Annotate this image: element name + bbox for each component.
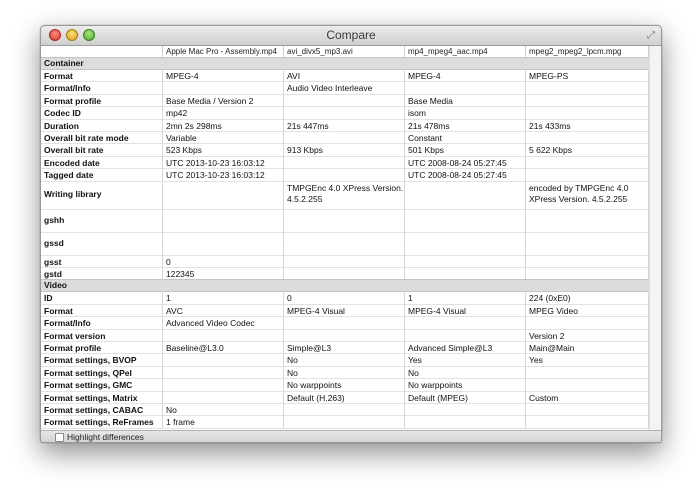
table-cell [526, 415, 649, 427]
vertical-scrollbar[interactable] [649, 46, 661, 430]
table-cell: No warppoints [284, 378, 405, 390]
table-row [41, 209, 649, 233]
table-cell: No [284, 366, 405, 378]
table-cell [526, 94, 649, 106]
table-cell [526, 378, 649, 390]
row-label: Writing library [41, 181, 163, 209]
row-label: Format profile [41, 341, 163, 353]
table-cell: AVC [163, 304, 284, 316]
table-row [41, 119, 649, 132]
table-cell: Version 2 [526, 329, 649, 341]
table-cell: UTC 2013-10-23 16:03:12 [163, 168, 284, 180]
table-cell: 224 (0xE0) [526, 291, 649, 303]
column-header[interactable]: mpeg2_mpeg2_lpcm.mpg [526, 46, 649, 57]
table-cell [284, 156, 405, 168]
table-cell: Custom [526, 391, 649, 403]
table-cell [163, 366, 284, 378]
table-cell: MPEG-4 [405, 69, 526, 81]
table-cell [526, 81, 649, 93]
table-cell: Audio Video Interleave [284, 81, 405, 93]
table-cell: Baseline@L3.0 [163, 341, 284, 353]
table-cell [405, 329, 526, 341]
table-row [41, 156, 649, 169]
table-cell [526, 255, 649, 267]
row-label: Format [41, 69, 163, 81]
table-row [41, 366, 649, 379]
table-row [41, 181, 649, 210]
table-cell [526, 232, 649, 255]
table-row [41, 69, 649, 82]
table-cell [284, 316, 405, 328]
table-cell: No warppoints [405, 378, 526, 390]
table-cell: MPEG Video [526, 304, 649, 316]
table-row [41, 168, 649, 181]
table-row [41, 94, 649, 107]
table-row [41, 291, 649, 304]
table-cell: Constant [405, 131, 526, 143]
table-cell [163, 353, 284, 365]
table-cell: Variable [163, 131, 284, 143]
table-cell: Default (H.263) [284, 391, 405, 403]
row-label: gssd [41, 232, 163, 255]
row-label: Format/Info [41, 81, 163, 93]
table-cell [284, 131, 405, 143]
row-label: Format/Info [41, 316, 163, 328]
comparison-table [41, 46, 661, 430]
table-cell [163, 329, 284, 341]
table-cell [163, 391, 284, 403]
table-row [41, 316, 649, 329]
table-cell: isom [405, 106, 526, 118]
table-cell [526, 209, 649, 232]
table-cell: No [284, 353, 405, 365]
table-cell [526, 168, 649, 180]
table-cell [284, 403, 405, 415]
table-cell [526, 131, 649, 143]
highlight-differences-checkbox[interactable] [55, 433, 64, 442]
table-cell: MPEG-PS [526, 69, 649, 81]
row-label: Overall bit rate mode [41, 131, 163, 143]
table-row [41, 341, 649, 354]
table-cell [405, 415, 526, 427]
table-cell: Advanced Video Codec [163, 316, 284, 328]
row-label: Format settings, BVOP [41, 353, 163, 365]
table-cell [284, 106, 405, 118]
table-cell: UTC 2013-10-23 16:03:12 [163, 156, 284, 168]
row-label: gstd [41, 267, 163, 279]
row-label: Duration [41, 119, 163, 131]
table-cell: Default (MPEG) [405, 391, 526, 403]
table-cell: AVI [284, 69, 405, 81]
table-cell: 523 Kbps [163, 143, 284, 155]
row-label: Format [41, 304, 163, 316]
table-cell: No [163, 403, 284, 415]
table-cell: 501 Kbps [405, 143, 526, 155]
table-cell [526, 366, 649, 378]
table-cell: 2mn 2s 298ms [163, 119, 284, 131]
table-cell [284, 168, 405, 180]
table-cell [163, 81, 284, 93]
column-header-row [41, 46, 649, 57]
table-cell [405, 267, 526, 279]
table-row [41, 267, 649, 280]
table-row [41, 255, 649, 268]
row-label: Format version [41, 329, 163, 341]
column-header-blank [41, 46, 163, 57]
table-cell: UTC 2008-08-24 05:27:45 [405, 168, 526, 180]
row-label: Format profile [41, 94, 163, 106]
window-title: Compare [326, 28, 376, 42]
table-cell [405, 181, 526, 209]
table-cell [163, 209, 284, 232]
table-cell [284, 232, 405, 255]
table-cell [526, 106, 649, 118]
row-label: Format settings, ReFrames [41, 415, 163, 427]
table-cell [163, 378, 284, 390]
table-cell: MPEG-4 Visual [405, 304, 526, 316]
table-row [41, 378, 649, 391]
row-label: gshh [41, 209, 163, 232]
table-cell: 122345 [163, 267, 284, 279]
table-cell [163, 232, 284, 255]
row-label: Format settings, GMC [41, 378, 163, 390]
compare-window [40, 25, 662, 443]
table-row [41, 81, 649, 94]
row-label: Format settings, CABAC [41, 403, 163, 415]
table-cell [284, 415, 405, 427]
table-cell: Yes [405, 353, 526, 365]
table-cell: TMPGEnc 4.0 XPress Version. 4.5.2.255 [284, 181, 405, 209]
row-label: ID [41, 291, 163, 303]
table-row [41, 415, 649, 428]
table-cell [526, 316, 649, 328]
table-cell: Main@Main [526, 341, 649, 353]
table-cell: 0 [163, 255, 284, 267]
column-header[interactable]: mp4_mpeg4_aac.mp4 [405, 46, 526, 57]
row-label: Codec ID [41, 106, 163, 118]
table-row [41, 106, 649, 119]
table-cell [526, 156, 649, 168]
table-row [41, 391, 649, 404]
table-cell [405, 232, 526, 255]
column-header[interactable]: Apple Mac Pro - Assembly.mp4 [163, 46, 284, 57]
section-label: Video [44, 280, 67, 291]
row-label: gsst [41, 255, 163, 267]
table-cell: encoded by TMPGEnc 4.0 XPress Version. 4.5.2.255 [526, 181, 649, 209]
table-cell: No [405, 366, 526, 378]
table-cell: 1 [405, 291, 526, 303]
table-cell: MPEG-4 Visual [284, 304, 405, 316]
fullscreen-icon[interactable]: ⤢ [647, 30, 655, 41]
table-cell [284, 94, 405, 106]
table-cell: Yes [526, 353, 649, 365]
table-cell: Base Media [405, 94, 526, 106]
table-cell: Base Media / Version 2 [163, 94, 284, 106]
title-bar[interactable] [41, 26, 661, 46]
table-row [41, 232, 649, 256]
table-cell: 21s 433ms [526, 119, 649, 131]
highlight-differences-label[interactable]: Highlight differences [67, 432, 144, 442]
row-label: Encoded date [41, 156, 163, 168]
table-cell [526, 267, 649, 279]
table-cell: 21s 478ms [405, 119, 526, 131]
table-row [41, 143, 649, 156]
table-cell [284, 255, 405, 267]
table-cell [284, 267, 405, 279]
table-row [41, 403, 649, 416]
table-cell [405, 81, 526, 93]
table-cell: 5 622 Kbps [526, 143, 649, 155]
table-cell: 913 Kbps [284, 143, 405, 155]
table-cell [284, 329, 405, 341]
row-label: Overall bit rate [41, 143, 163, 155]
table-cell: mp42 [163, 106, 284, 118]
table-cell: Advanced Simple@L3 [405, 341, 526, 353]
bottom-bar [41, 430, 661, 443]
column-header[interactable]: avi_divx5_mp3.avi [284, 46, 405, 57]
section-label: Container [44, 58, 84, 68]
table-cell [163, 181, 284, 209]
row-label: Tagged date [41, 168, 163, 180]
table-cell: UTC 2008-08-24 05:27:45 [405, 156, 526, 168]
table-cell [405, 255, 526, 267]
row-label: Format settings, Matrix [41, 391, 163, 403]
table-cell: MPEG-4 [163, 69, 284, 81]
table-cell [405, 316, 526, 328]
table-row [41, 329, 649, 342]
table-cell [284, 209, 405, 232]
table-row [41, 131, 649, 144]
table-row [41, 304, 649, 317]
row-label: Format settings, QPel [41, 366, 163, 378]
table-cell: Simple@L3 [284, 341, 405, 353]
table-cell [405, 403, 526, 415]
table-row [41, 353, 649, 366]
table-cell: 1 frame [163, 415, 284, 427]
table-cell [405, 209, 526, 232]
table-cell: 0 [284, 291, 405, 303]
table-cell [526, 403, 649, 415]
table-cell: 21s 447ms [284, 119, 405, 131]
table-cell: 1 [163, 291, 284, 303]
